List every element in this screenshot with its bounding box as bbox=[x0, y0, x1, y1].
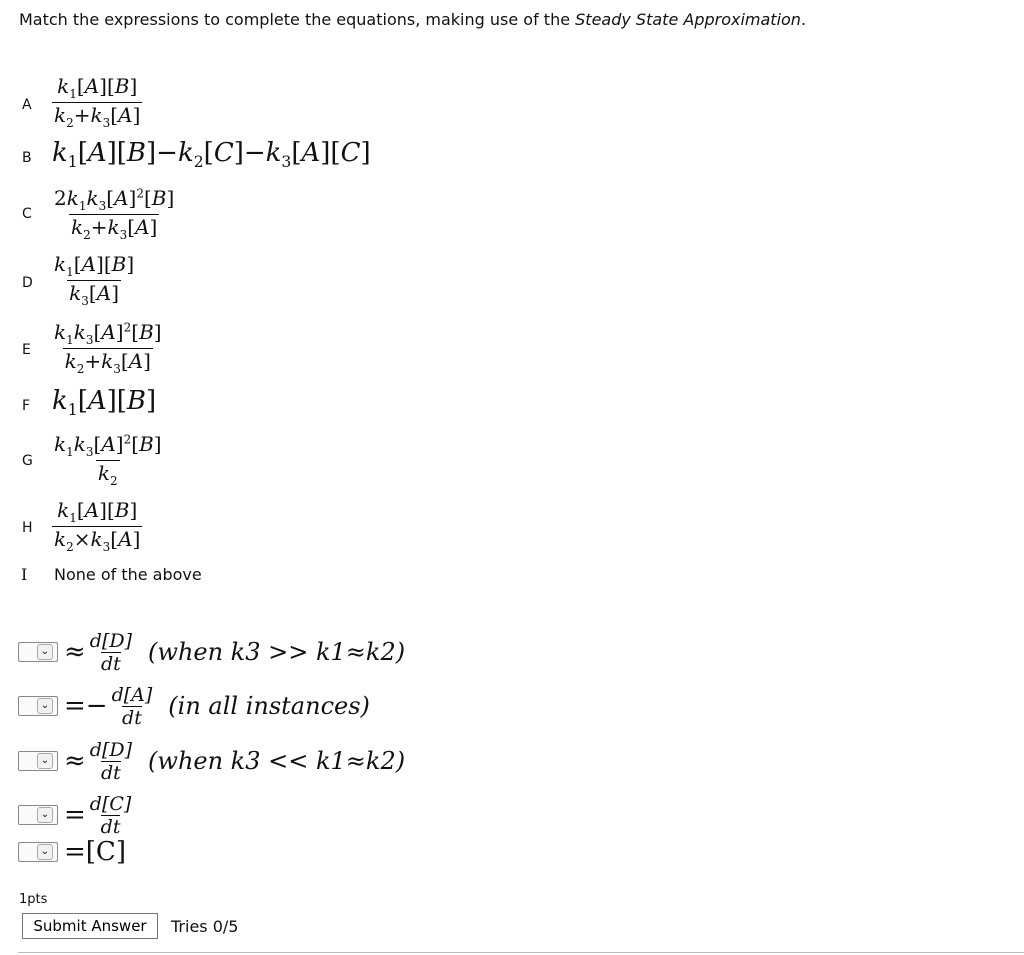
condition-text: (when k3 >> k1≈k2) bbox=[148, 638, 406, 666]
chevron-down-icon: ⌄ bbox=[37, 698, 53, 714]
submit-answer-button[interactable]: Submit Answer bbox=[22, 913, 158, 939]
answer-select-1[interactable] bbox=[18, 642, 58, 662]
option-e-expression: $\frac{k_1k_3[A]^2[B]}{k_2+k_3[A]}$ bbox=[54, 320, 162, 376]
chevron-down-icon: ⌄ bbox=[37, 644, 53, 660]
option-g-expression: $\frac{k_1k_3[A]^2[B]}{k_2}$ bbox=[54, 432, 162, 488]
option-i-text: None of the above bbox=[54, 565, 202, 584]
option-d-expression: $\frac{k_1[A][B]}{k_3[A]}$ bbox=[54, 252, 135, 308]
chevron-down-icon: ⌄ bbox=[37, 753, 53, 769]
equation-row-4: ⌄ = $\frac{d[C]}{dt}$ bbox=[18, 795, 131, 835]
answer-select-3[interactable] bbox=[18, 751, 58, 771]
option-letter-e: E bbox=[22, 342, 31, 358]
option-letter-c: C bbox=[22, 206, 32, 222]
equation-row-2: ⌄ =− $\frac{d[A]}{dt}$ (in all instances) bbox=[18, 686, 370, 726]
option-c-expression: $\frac{2k_1k_3[A]^2[B]}{k_2+k_3[A]}$ bbox=[54, 186, 175, 242]
option-h-expression: $\frac{k_1[A][B]}{k_2\times k_3[A]}$ bbox=[54, 498, 141, 554]
chevron-down-icon: ⌄ bbox=[37, 844, 53, 860]
answer-select-2[interactable] bbox=[18, 696, 58, 716]
option-letter-b: B bbox=[22, 150, 32, 166]
divider bbox=[18, 952, 1024, 953]
equation-row-5: ⌄ =[C] bbox=[18, 832, 130, 872]
equation-row-3: ⌄ ≈ $\frac{d[D]}{dt}$ (when k3 << k1≈k2) bbox=[18, 741, 405, 781]
option-a-expression: $\frac{k_1[A][B]}{k_2+k_3[A]}$ bbox=[54, 74, 141, 130]
answer-select-4[interactable] bbox=[18, 805, 58, 825]
option-letter-f: F bbox=[22, 398, 31, 414]
answer-select-5[interactable] bbox=[18, 842, 58, 862]
question-prompt: Match the expressions to complete the equations, making use of the Steady State Approximation. bbox=[19, 10, 807, 29]
option-b-expression: $k_1[A][B]-k_2[C]-k_3[A][C]$ bbox=[52, 138, 371, 172]
equation-row-1: ⌄ ≈ $\frac{d[D]}{dt}$ (when k3 >> k1≈k2) bbox=[18, 632, 405, 672]
condition-text: (in all instances) bbox=[168, 692, 370, 720]
option-f-expression: $k_1[A][B]$ bbox=[52, 386, 157, 420]
option-letter-g: G bbox=[22, 453, 33, 469]
option-letter-h: H bbox=[22, 520, 33, 536]
option-letter-d: D bbox=[22, 275, 33, 291]
option-letter-a: A bbox=[22, 97, 32, 113]
chevron-down-icon: ⌄ bbox=[37, 807, 53, 823]
option-letter-i: I bbox=[21, 565, 28, 584]
condition-text: (when k3 << k1≈k2) bbox=[148, 747, 406, 775]
points-label: 1pts bbox=[19, 892, 48, 907]
tries-counter: Tries 0/5 bbox=[171, 917, 239, 936]
